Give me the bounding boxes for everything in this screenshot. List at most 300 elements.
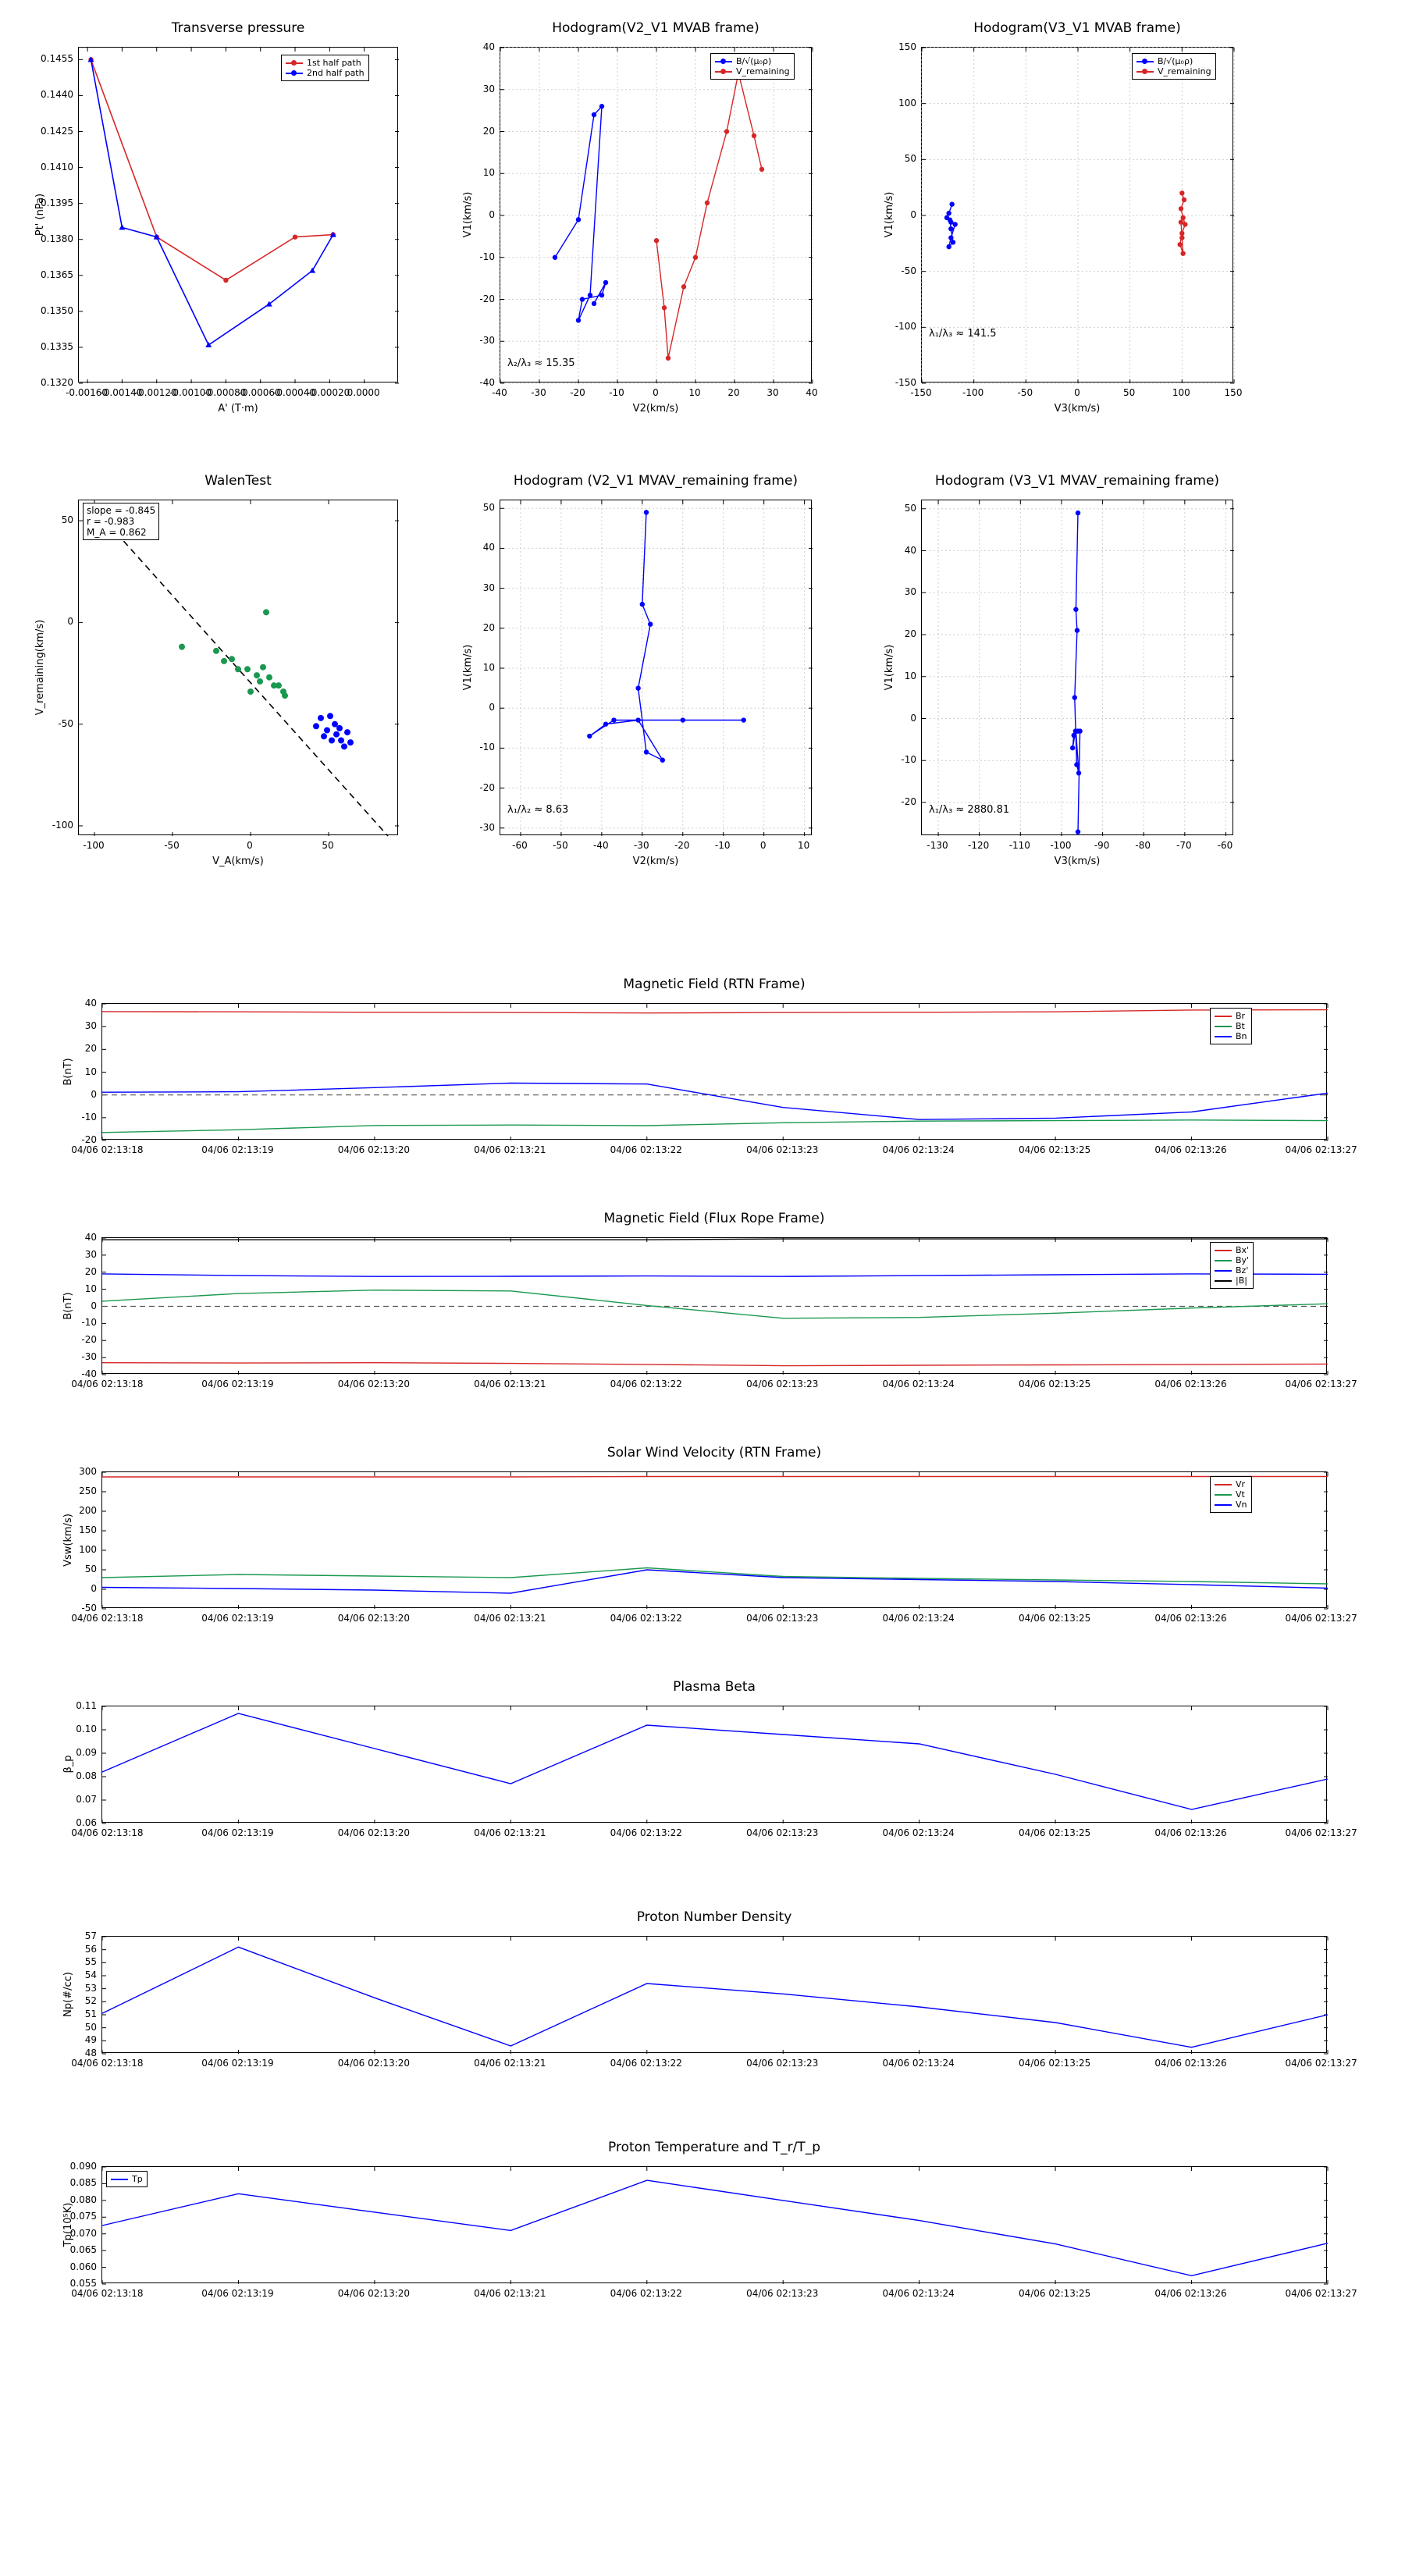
y-tick-label: 0.070 [69, 2227, 97, 2239]
x-tick-label: 04/06 02:13:21 [474, 2058, 546, 2069]
y-tick-label: 0.065 [69, 2244, 97, 2256]
x-tick-label: 04/06 02:13:22 [610, 1613, 682, 1624]
plot-area [78, 500, 398, 835]
legend-item [1215, 1489, 1247, 1500]
x-axis-label: V2(km/s) [632, 403, 679, 415]
x-tick-label: 04/06 02:13:20 [337, 1613, 411, 1624]
y-tick-label: 50 [61, 514, 73, 526]
y-tick-label: 0.10 [76, 1724, 97, 1735]
y-tick-label: -30 [81, 1351, 97, 1363]
y-tick-label: -100 [52, 819, 73, 831]
legend-label: V_remaining [736, 66, 790, 76]
y-tick-label: 100 [79, 1544, 97, 1555]
plot-area [101, 1003, 1327, 1140]
x-tick-label: 04/06 02:13:27 [1285, 2058, 1357, 2069]
x-tick-label: -0.00100 [169, 387, 212, 398]
legend-label: 2nd half path [307, 68, 365, 78]
y-tick-label: 0.1365 [41, 269, 73, 280]
chart-panel-transverse_pressure [23, 20, 453, 426]
x-tick-label: 04/06 02:13:20 [337, 2058, 411, 2069]
y-tick-label: 0.09 [76, 1747, 97, 1758]
y-tick-label: 53 [84, 1982, 97, 1994]
x-tick-label: -120 [968, 840, 990, 851]
y-axis-label: Pt' (nPa) [34, 193, 46, 237]
y-tick-label: 0.08 [76, 1770, 97, 1781]
y-tick-label: 0.085 [69, 2177, 97, 2189]
plot-area [78, 47, 398, 382]
x-tick-label: 30 [767, 387, 779, 398]
chart-panel-hodogram_v3v1_mvab [866, 20, 1288, 426]
y-tick-label: 30 [482, 83, 495, 94]
y-tick-label: 30 [904, 586, 916, 598]
y-tick-label: 51 [84, 2008, 97, 2019]
x-tick-label: 04/06 02:13:21 [474, 2288, 546, 2299]
y-axis-label: B(nT) [62, 1057, 74, 1086]
x-tick-label: -0.00120 [134, 387, 177, 398]
x-tick-label: -40 [492, 387, 507, 398]
y-tick-label: 0.06 [76, 1817, 97, 1828]
legend-item [715, 56, 790, 66]
plot-area [101, 1471, 1327, 1608]
y-axis-label: β_p [62, 1755, 74, 1774]
x-tick-label: 04/06 02:13:25 [1018, 2288, 1091, 2299]
x-axis-label: V3(km/s) [1054, 856, 1101, 867]
x-tick-label: 04/06 02:13:18 [71, 2058, 144, 2069]
legend-item [1215, 1276, 1249, 1286]
x-tick-label: -70 [1176, 840, 1192, 851]
y-tick-label: 100 [898, 97, 916, 109]
y-tick-label: 150 [898, 41, 916, 52]
y-tick-label: -100 [895, 321, 916, 333]
chart-title: Hodogram(V2_V1 MVAB frame) [552, 20, 759, 36]
legend-item [1215, 1500, 1247, 1510]
x-tick-label: -30 [634, 840, 649, 851]
legend-item [286, 58, 365, 68]
y-tick-label: 0 [67, 616, 73, 628]
x-tick-label: 04/06 02:13:20 [337, 1144, 411, 1155]
x-tick-label: 04/06 02:13:18 [71, 2288, 144, 2299]
x-tick-label: 04/06 02:13:25 [1018, 1144, 1091, 1155]
legend-label: Bz' [1236, 1265, 1249, 1276]
x-tick-label: 04/06 02:13:25 [1018, 1613, 1091, 1624]
x-tick-label: 04/06 02:13:22 [610, 1827, 682, 1838]
legend-swatch [111, 2179, 128, 2180]
y-axis-label: B(nT) [62, 1291, 74, 1320]
x-axis-label: V2(km/s) [632, 856, 679, 867]
y-tick-label: 0.075 [69, 2211, 97, 2222]
legend-swatch [1215, 1280, 1232, 1282]
legend-label: Bt [1236, 1021, 1245, 1031]
plot-area [500, 500, 812, 835]
y-tick-label: 52 [84, 1995, 97, 2007]
x-tick-label: 04/06 02:13:23 [746, 1144, 819, 1155]
legend-label: 1st half path [307, 58, 361, 68]
y-tick-label: -40 [479, 377, 495, 388]
x-tick-label: 04/06 02:13:26 [1154, 1379, 1227, 1389]
x-tick-label: 04/06 02:13:25 [1018, 1379, 1091, 1389]
x-tick-label: 04/06 02:13:23 [746, 1379, 819, 1389]
legend-marker [1136, 68, 1154, 75]
x-tick-label: -130 [927, 840, 948, 851]
x-tick-label: 04/06 02:13:20 [337, 1379, 411, 1389]
x-tick-label: 04/06 02:13:26 [1154, 1613, 1227, 1624]
y-tick-label: 0.1440 [41, 89, 73, 101]
y-tick-label: 48 [84, 2048, 97, 2058]
legend [1210, 1476, 1252, 1513]
legend-label: V_remaining [1158, 66, 1211, 76]
y-tick-label: 10 [482, 167, 495, 179]
x-tick-label: 04/06 02:13:19 [201, 1379, 274, 1389]
x-tick-label: 04/06 02:13:27 [1285, 1379, 1357, 1389]
walen-stat-line: M_A = 0.862 [87, 527, 147, 538]
x-tick-label: 0 [247, 840, 253, 851]
y-tick-label: 50 [904, 502, 916, 514]
y-tick-label: 20 [84, 1265, 97, 1277]
y-tick-label: 0 [910, 712, 916, 724]
y-tick-label: 0.055 [69, 2278, 97, 2289]
x-tick-label: 04/06 02:13:27 [1285, 1613, 1357, 1624]
chart-panel-hodogram_v2v1_mvab [445, 20, 866, 426]
chart-panel-proton_number_density [47, 1909, 1382, 2097]
legend-item [1215, 1021, 1247, 1031]
legend [1132, 53, 1216, 80]
chart-annotation: λ₁/λ₃ ≈ 2880.81 [929, 804, 1010, 816]
chart-title: Solar Wind Velocity (RTN Frame) [606, 1445, 822, 1461]
x-tick-label: 150 [1224, 387, 1243, 398]
y-tick-label: 0.1395 [41, 197, 73, 208]
y-tick-label: 54 [84, 1969, 97, 1980]
y-axis-label: V1(km/s) [462, 191, 474, 238]
legend [1210, 1242, 1254, 1289]
x-tick-label: 04/06 02:13:24 [882, 1144, 955, 1155]
x-tick-label: 04/06 02:13:22 [610, 2288, 682, 2299]
x-tick-label: 04/06 02:13:21 [474, 1379, 546, 1389]
y-tick-label: 40 [904, 544, 916, 556]
chart-title: Hodogram(V3_V1 MVAB frame) [973, 20, 1181, 36]
chart-annotation: λ₁/λ₃ ≈ 141.5 [929, 328, 997, 340]
y-tick-label: -30 [479, 821, 495, 833]
y-tick-label: -20 [479, 293, 495, 304]
chart-title: Plasma Beta [673, 1679, 756, 1695]
y-tick-label: 57 [84, 1930, 97, 1941]
y-tick-label: 0.1350 [41, 304, 73, 316]
legend-item [1215, 1479, 1247, 1489]
legend-swatch [1215, 1270, 1232, 1272]
legend-label: Bn [1236, 1031, 1247, 1041]
legend-swatch [1215, 1260, 1232, 1261]
x-tick-label: 04/06 02:13:19 [201, 2288, 274, 2299]
x-tick-label: -150 [910, 387, 932, 398]
legend-label: Vn [1236, 1500, 1247, 1510]
y-axis-label: Np(#/cc) [62, 1972, 74, 2017]
y-tick-label: 50 [84, 1564, 97, 1574]
y-tick-label: 0 [91, 1300, 97, 1311]
legend [106, 2171, 148, 2187]
walen-stat-line: r = -0.983 [87, 516, 135, 527]
x-tick-label: 04/06 02:13:27 [1285, 2288, 1357, 2299]
x-tick-label: 04/06 02:13:23 [746, 2058, 819, 2069]
legend-swatch [1215, 1016, 1232, 1017]
legend [1210, 1008, 1252, 1044]
y-tick-label: 0.07 [76, 1794, 97, 1805]
x-tick-label: 04/06 02:13:19 [201, 1827, 274, 1838]
x-tick-label: -10 [714, 840, 731, 851]
plot-area [500, 47, 812, 382]
x-tick-label: 04/06 02:13:25 [1018, 1827, 1091, 1838]
y-tick-label: 0.1380 [41, 233, 73, 244]
legend-marker [286, 59, 303, 66]
x-tick-label: 04/06 02:13:18 [71, 1144, 144, 1155]
legend-label: Br [1236, 1011, 1246, 1021]
x-tick-label: 04/06 02:13:19 [201, 1613, 274, 1624]
x-tick-label: 04/06 02:13:25 [1018, 2058, 1091, 2069]
x-tick-label: -50 [164, 840, 180, 851]
x-tick-label: 04/06 02:13:18 [71, 1827, 144, 1838]
y-tick-label: -20 [81, 1334, 97, 1346]
x-tick-label: -0.00040 [273, 387, 315, 398]
x-tick-label: 04/06 02:13:19 [201, 1144, 274, 1155]
x-tick-label: 04/06 02:13:24 [882, 1613, 955, 1624]
x-tick-label: 04/06 02:13:23 [746, 1827, 819, 1838]
x-tick-label: 04/06 02:13:24 [882, 1379, 955, 1389]
legend-item [286, 68, 365, 78]
legend-label: B/√(μ₀ρ) [736, 56, 772, 66]
x-tick-label: -40 [593, 840, 609, 851]
x-tick-label: -0.00140 [100, 387, 143, 398]
plot-area [101, 2166, 1327, 2283]
x-tick-label: 10 [688, 387, 701, 398]
y-tick-label: 0 [489, 209, 495, 220]
x-tick-label: -10 [609, 387, 624, 398]
legend-swatch [1215, 1504, 1232, 1506]
y-tick-label: 20 [482, 621, 495, 633]
chart-annotation: λ₁/λ₂ ≈ 8.63 [507, 804, 569, 816]
y-tick-label: 200 [79, 1505, 97, 1516]
x-tick-label: 04/06 02:13:21 [474, 1827, 546, 1838]
x-tick-label: 0 [1074, 387, 1080, 398]
y-tick-label: 300 [79, 1466, 97, 1477]
x-tick-label: -0.00080 [204, 387, 247, 398]
legend-label: Vr [1236, 1479, 1246, 1489]
y-tick-label: 0 [910, 209, 916, 220]
y-tick-label: 40 [84, 998, 97, 1009]
x-tick-label: 04/06 02:13:21 [474, 1144, 546, 1155]
x-tick-label: 04/06 02:13:23 [746, 2288, 819, 2299]
chart-title: WalenTest [205, 473, 272, 489]
x-tick-label: -0.00060 [238, 387, 281, 398]
x-tick-label: -80 [1135, 840, 1151, 851]
legend-item [1215, 1031, 1247, 1041]
y-tick-label: -30 [479, 335, 495, 347]
walen-stat-line: slope = -0.845 [87, 505, 156, 516]
y-axis-label: V1(km/s) [884, 644, 895, 691]
y-tick-label: -40 [81, 1368, 97, 1379]
x-tick-label: 04/06 02:13:24 [882, 2058, 955, 2069]
chart-title: Magnetic Field (Flux Rope Frame) [603, 1211, 825, 1226]
x-tick-label: 04/06 02:13:18 [71, 1613, 144, 1624]
x-tick-label: -0.00020 [308, 387, 350, 398]
y-tick-label: -20 [901, 796, 916, 807]
x-tick-label: -20 [674, 840, 690, 851]
x-tick-label: 04/06 02:13:21 [474, 1613, 546, 1624]
y-tick-label: -10 [81, 1317, 97, 1329]
y-tick-label: 30 [482, 582, 495, 593]
y-tick-label: 49 [84, 2034, 97, 2046]
legend-swatch [1215, 1026, 1232, 1027]
plot-area [101, 1237, 1327, 1374]
x-tick-label: -110 [1008, 840, 1030, 851]
x-tick-label: 04/06 02:13:22 [610, 1379, 682, 1389]
x-tick-label: 0 [653, 387, 659, 398]
legend-label: By' [1236, 1255, 1250, 1265]
legend-marker [1136, 58, 1154, 65]
y-tick-label: -10 [81, 1111, 97, 1123]
x-axis-label: A' (T·m) [218, 403, 258, 415]
y-tick-label: -50 [58, 717, 73, 729]
x-tick-label: 04/06 02:13:22 [610, 1144, 682, 1155]
x-tick-label: 04/06 02:13:26 [1154, 2288, 1227, 2299]
y-tick-label: 0.1335 [41, 340, 73, 352]
y-tick-label: -20 [81, 1134, 97, 1145]
chart-panel-walen_test [23, 473, 453, 879]
chart-panel-hodogram_v2v1_mvav [445, 473, 866, 879]
chart-panel-proton_temperature [47, 2140, 1382, 2327]
x-tick-label: 04/06 02:13:19 [201, 2058, 274, 2069]
chart-title: Hodogram (V2_V1 MVAV_remaining frame) [513, 473, 799, 489]
x-tick-label: 04/06 02:13:20 [337, 1827, 411, 1838]
legend-item [1215, 1265, 1249, 1276]
y-axis-label: V1(km/s) [884, 191, 895, 238]
x-tick-label: 04/06 02:13:26 [1154, 2058, 1227, 2069]
plot-area [921, 500, 1233, 835]
legend-label: B/√(μ₀ρ) [1158, 56, 1193, 66]
y-tick-label: 0 [489, 702, 495, 713]
y-tick-label: 50 [904, 153, 916, 165]
y-axis-label: Vsw(km/s) [62, 1513, 74, 1567]
x-tick-label: -60 [512, 840, 528, 851]
legend-swatch [1215, 1036, 1232, 1037]
y-tick-label: 0.1410 [41, 161, 73, 173]
legend-label: Vt [1236, 1489, 1245, 1500]
x-tick-label: -100 [1050, 840, 1072, 851]
legend [281, 55, 369, 81]
x-tick-label: -20 [570, 387, 585, 398]
x-tick-label: 0 [759, 840, 767, 851]
y-tick-label: 55 [84, 1956, 97, 1968]
y-axis-label: V1(km/s) [462, 644, 474, 691]
walen-stats-box [83, 503, 159, 540]
y-tick-label: 30 [84, 1020, 97, 1032]
chart-annotation: λ₂/λ₃ ≈ 15.35 [507, 358, 575, 369]
x-tick-label: 04/06 02:13:26 [1154, 1144, 1227, 1155]
x-tick-label: -60 [1217, 840, 1233, 851]
legend-item [1136, 56, 1211, 66]
x-tick-label: -0.00160 [66, 387, 108, 398]
x-tick-label: 04/06 02:13:18 [71, 1379, 144, 1389]
x-tick-label: -50 [553, 840, 568, 851]
y-tick-label: 20 [904, 628, 916, 639]
y-tick-label: 0.080 [69, 2194, 97, 2205]
x-tick-label: -100 [83, 840, 105, 851]
x-tick-label: -30 [531, 387, 546, 398]
x-tick-label: -50 [1017, 387, 1033, 398]
x-tick-label: 04/06 02:13:24 [882, 2288, 955, 2299]
x-tick-label: 04/06 02:13:22 [610, 2058, 682, 2069]
x-tick-label: 0.0000 [347, 387, 380, 398]
chart-panel-hodogram_v3v1_mvav [866, 473, 1288, 879]
y-tick-label: 50 [482, 502, 495, 514]
legend-marker [286, 69, 303, 76]
legend-item [111, 2174, 143, 2184]
legend-item [1215, 1255, 1249, 1265]
x-tick-label: 50 [322, 840, 334, 851]
legend-item [715, 66, 790, 76]
y-tick-label: 10 [482, 662, 495, 673]
y-tick-label: 0.1455 [41, 53, 73, 65]
y-tick-label: 20 [84, 1043, 97, 1055]
y-tick-label: -150 [895, 377, 916, 388]
y-tick-label: 0.1425 [41, 125, 73, 137]
y-tick-label: 0.090 [69, 2161, 97, 2172]
legend-item [1136, 66, 1211, 76]
plot-area [101, 1706, 1327, 1823]
chart-title: Proton Number Density [636, 1909, 792, 1925]
x-axis-label: V3(km/s) [1054, 403, 1101, 415]
x-axis-label: V_A(km/s) [212, 856, 264, 867]
y-tick-label: 0.060 [69, 2261, 97, 2272]
y-tick-label: 56 [84, 1943, 97, 1955]
y-axis-label: Tp(10⁵K) [62, 2202, 74, 2247]
x-tick-label: 04/06 02:13:20 [337, 2288, 411, 2299]
y-tick-label: 150 [79, 1525, 97, 1535]
legend [710, 53, 795, 80]
legend-marker [715, 68, 732, 75]
x-tick-label: 100 [1172, 387, 1190, 398]
chart-title: Proton Temperature and T_r/T_p [608, 2140, 820, 2155]
y-tick-label: 30 [84, 1248, 97, 1260]
chart-title: Magnetic Field (RTN Frame) [623, 977, 806, 992]
y-tick-label: 20 [482, 125, 495, 137]
y-tick-label: 10 [84, 1283, 97, 1294]
x-tick-label: 04/06 02:13:27 [1285, 1827, 1357, 1838]
legend-label: Tp [132, 2174, 143, 2184]
x-tick-label: 10 [797, 840, 810, 851]
x-tick-label: 04/06 02:13:24 [882, 1827, 955, 1838]
x-tick-label: 04/06 02:13:27 [1285, 1144, 1357, 1155]
y-tick-label: 40 [482, 542, 495, 553]
x-tick-label: 04/06 02:13:26 [1154, 1827, 1227, 1838]
legend-marker [715, 58, 732, 65]
x-tick-label: -100 [962, 387, 984, 398]
y-tick-label: 250 [79, 1485, 97, 1496]
x-tick-label: -90 [1094, 840, 1110, 851]
y-tick-label: 50 [84, 2021, 97, 2033]
x-tick-label: 20 [727, 387, 740, 398]
chart-panel-plasma_beta [47, 1679, 1382, 1866]
y-tick-label: -50 [81, 1603, 97, 1614]
x-tick-label: 50 [1123, 387, 1136, 398]
legend-item [1215, 1245, 1249, 1255]
legend-label: |B| [1236, 1276, 1247, 1286]
y-tick-label: 10 [84, 1066, 97, 1077]
y-tick-label: 0 [91, 1088, 97, 1100]
y-tick-label: 0.11 [76, 1700, 97, 1711]
y-tick-label: -50 [901, 265, 916, 276]
legend-label: Bx' [1236, 1245, 1250, 1255]
chart-title: Transverse pressure [171, 20, 305, 36]
legend-swatch [1215, 1250, 1232, 1251]
legend-swatch [1215, 1494, 1232, 1496]
